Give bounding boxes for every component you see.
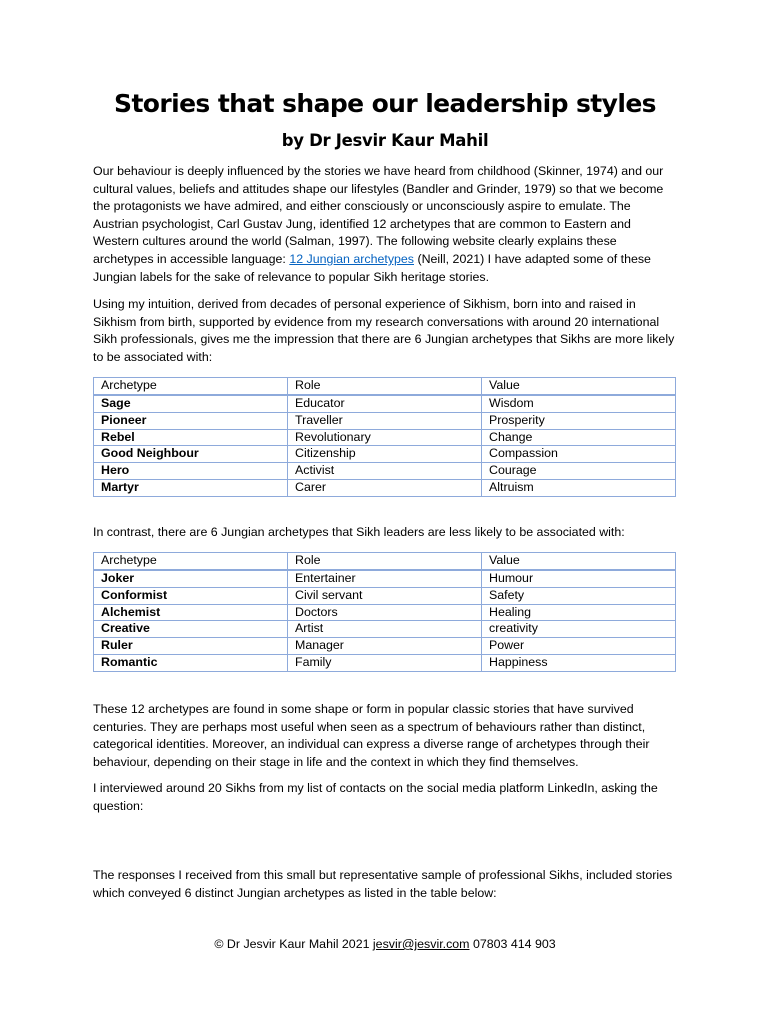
table-row bbox=[94, 429, 676, 446]
archetype-cell: Conformist bbox=[94, 587, 288, 604]
spectrum-paragraph: These 12 archetypes are found in some shape or form in popular classic stories that have survived centuries. They are perhaps most useful when seen as a spectrum of behaviours rather than distinct, categorical identities. Moreover, an individual can express a diverse range of archetypes through their behaviour, depending on their stage in life and the context in which they find themselves. bbox=[93, 702, 650, 769]
table-header-cell: Role bbox=[288, 378, 482, 396]
value-cell: Humour bbox=[482, 570, 676, 587]
table-header-cell: Archetype bbox=[94, 553, 288, 571]
intro-paragraph bbox=[93, 163, 677, 286]
email-link[interactable]: jesvir@jesvir.com bbox=[372, 937, 470, 951]
table-row bbox=[94, 479, 676, 496]
role-cell: Educator bbox=[288, 395, 482, 412]
role-cell: Civil servant bbox=[288, 587, 482, 604]
document-title: Stories that shape our leadership styles bbox=[114, 89, 656, 118]
value-cell: Change bbox=[482, 429, 676, 446]
table-header-cell: Value bbox=[482, 378, 676, 396]
role-cell: Traveller bbox=[288, 412, 482, 429]
intuition-paragraph: Using my intuition, derived from decades of personal experience of Sikhism, born into and raised in Sikhism from birth, supported by evidence from my research conversations with around 20 international Sikh professionals, gives me the impression that there are 6 Jungian archetypes that Sikhs are more likely to be associated with: bbox=[93, 297, 675, 364]
table-row bbox=[94, 638, 676, 655]
table-row bbox=[94, 463, 676, 480]
table-header-row bbox=[94, 378, 676, 396]
intro-text-continued: (Neill, 2021) I have adapted some of these Jungian labels for the sake of relevance to popular Sikh heritage stories. bbox=[93, 251, 651, 284]
table-row bbox=[94, 446, 676, 463]
jungian-archetypes-link[interactable]: 12 Jungian archetypes bbox=[289, 251, 414, 266]
value-cell: Power bbox=[482, 638, 676, 655]
archetype-cell: Ruler bbox=[94, 638, 288, 655]
more-likely-archetypes-table bbox=[93, 377, 676, 497]
archetype-cell: Sage bbox=[94, 395, 288, 412]
archetype-cell: Pioneer bbox=[94, 412, 288, 429]
value-cell: Happiness bbox=[482, 654, 676, 671]
document-author: by Dr Jesvir Kaur Mahil bbox=[281, 131, 489, 150]
table-row bbox=[94, 587, 676, 604]
table-row bbox=[94, 395, 676, 412]
value-cell: Courage bbox=[482, 463, 676, 480]
responses-paragraph: The responses I received from this small but representative sample of professional Sikhs, included stories which conveyed 6 distinct Jungian archetypes as listed in the table below: bbox=[93, 868, 673, 900]
table-row bbox=[94, 654, 676, 671]
role-cell: Revolutionary bbox=[288, 429, 482, 446]
archetype-cell: Alchemist bbox=[94, 604, 288, 621]
table-header-row bbox=[94, 553, 676, 571]
table-header-cell: Role bbox=[288, 553, 482, 571]
archetype-cell: Joker bbox=[94, 570, 288, 587]
copyright-text: © Dr Jesvir Kaur Mahil 2021 bbox=[214, 937, 373, 951]
role-cell: Entertainer bbox=[288, 570, 482, 587]
role-cell: Citizenship bbox=[288, 446, 482, 463]
table-header-cell: Archetype bbox=[94, 378, 288, 396]
value-cell: creativity bbox=[482, 621, 676, 638]
contrast-paragraph: In contrast, there are 6 Jungian archetypes that Sikh leaders are less likely to be associated with: bbox=[93, 525, 625, 539]
table-row bbox=[94, 604, 676, 621]
role-cell: Manager bbox=[288, 638, 482, 655]
value-cell: Prosperity bbox=[482, 412, 676, 429]
table-row bbox=[94, 412, 676, 429]
table-header-cell: Value bbox=[482, 553, 676, 571]
interview-paragraph: I interviewed around 20 Sikhs from my list of contacts on the social media platform LinkedIn, asking the question: bbox=[93, 781, 658, 813]
intro-text: Our behaviour is deeply influenced by the stories we have heard from childhood (Skinner, 1974) and our cultural values, beliefs and attitudes shape our lifestyles (Bandler and Grinder, 1979) so that we become the protagonists we have admired, and either consciously or unconsciously aspire to emulate. The Austrian psychologist, Carl Gustav Jung, identified 12 archetypes that are common to Eastern and Western cultures around the world (Salman, 1997). The following website clearly explains these archetypes in accessible language: bbox=[93, 164, 664, 266]
archetype-cell: Rebel bbox=[94, 429, 288, 446]
role-cell: Doctors bbox=[288, 604, 482, 621]
archetype-cell: Good Neighbour bbox=[94, 446, 288, 463]
value-cell: Safety bbox=[482, 587, 676, 604]
value-cell: Wisdom bbox=[482, 395, 676, 412]
phone-number: 07803 414 903 bbox=[469, 937, 556, 951]
archetype-cell: Creative bbox=[94, 621, 288, 638]
value-cell: Healing bbox=[482, 604, 676, 621]
archetype-cell: Romantic bbox=[94, 654, 288, 671]
value-cell: Altruism bbox=[482, 479, 676, 496]
role-cell: Carer bbox=[288, 479, 482, 496]
table-row bbox=[94, 570, 676, 587]
role-cell: Activist bbox=[288, 463, 482, 480]
less-likely-archetypes-table bbox=[93, 552, 676, 672]
archetype-cell: Martyr bbox=[94, 479, 288, 496]
role-cell: Artist bbox=[288, 621, 482, 638]
archetype-cell: Hero bbox=[94, 463, 288, 480]
table-row bbox=[94, 621, 676, 638]
value-cell: Compassion bbox=[482, 446, 676, 463]
role-cell: Family bbox=[288, 654, 482, 671]
copyright-footer bbox=[93, 937, 677, 951]
